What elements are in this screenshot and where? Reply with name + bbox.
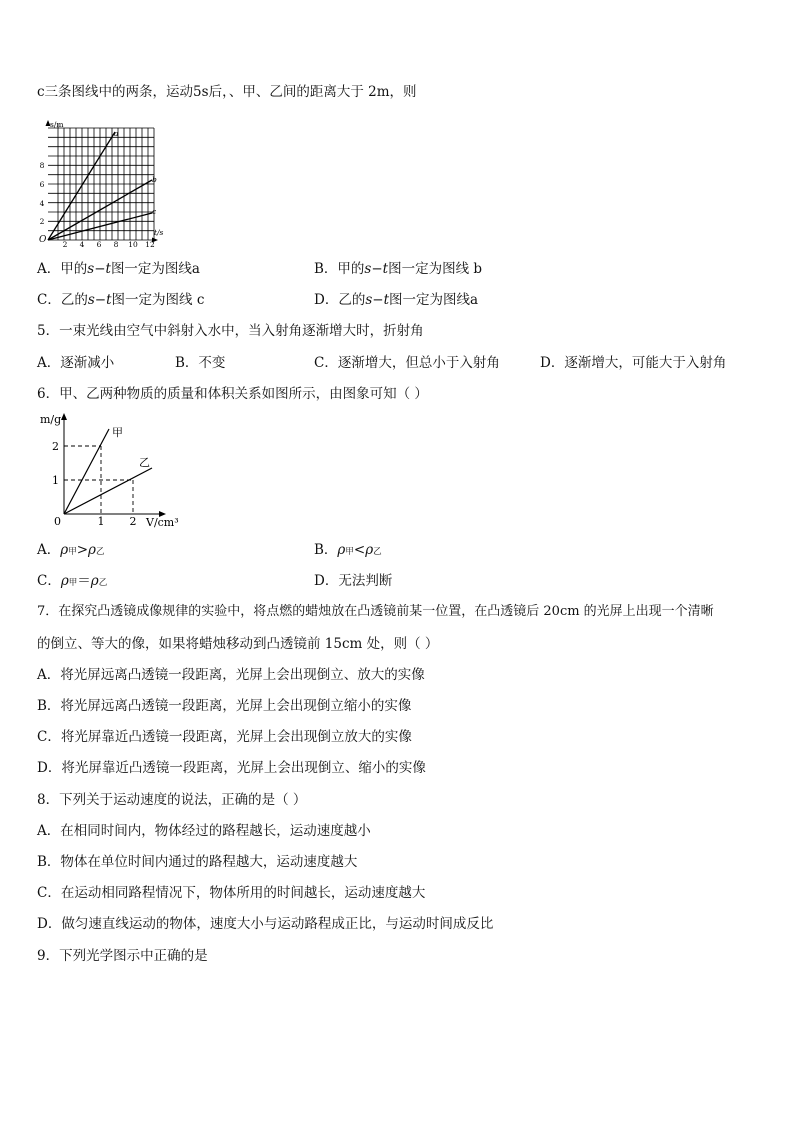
q8-option-b[interactable]: B．物体在单位时间内通过的路程越大，运动速度越大	[37, 854, 358, 870]
mv-graph	[36, 409, 196, 531]
st-axis-arrows	[46, 120, 159, 243]
q7-stem-line-2: 的倒立、等大的像，如果将蜡烛移动到凸透镜前 15cm 处，则（ ）	[37, 636, 439, 652]
q5-stem: 5．一束光线由空气中斜射入水中，当入射角逐渐增大时，折射角	[37, 323, 424, 339]
q7-option-c[interactable]: C．将光屏靠近凸透镜一段距离，光屏上会出现倒立放大的实像	[37, 729, 412, 745]
q5-option-d[interactable]: D．逐渐增大，可能大于入射角	[540, 355, 727, 371]
st-x-tick: 2	[62, 240, 68, 248]
q6-option-d[interactable]: D．无法判断	[314, 573, 393, 589]
q6-stem: 6．甲、乙两种物质的质量和体积关系如图所示，由图象可知（ ）	[37, 386, 428, 402]
mv-line-jia	[64, 429, 109, 514]
q7-stem-line-1: 7．在探究凸透镜成像规律的实验中，将点燃的蜡烛放在凸透镜前某一位置，在凸透镜后 20cm 的光屏上出现一个清晰	[37, 604, 714, 619]
mv-line-yi	[64, 468, 152, 514]
q7-option-a[interactable]: A．将光屏远离凸透镜一段距离，光屏上会出现倒立、放大的实像	[37, 667, 425, 683]
mv-y-axis-label: m/g	[40, 413, 62, 426]
mv-x-tick: 2	[129, 515, 137, 528]
q4-option-b[interactable]: B．甲的s−t图一定为图线 b	[314, 261, 483, 277]
q7-option-b[interactable]: B．将光屏远离凸透镜一段距离，光屏上会出现倒立缩小的实像	[37, 698, 412, 714]
q4-intro: c三条图线中的两条，运动5s后，、甲、乙间的距离大于 2m，则	[37, 84, 417, 100]
q7-option-d[interactable]: D．将光屏靠近凸透镜一段距离，光屏上会出现倒立、缩小的实像	[37, 760, 426, 776]
mv-origin: 0	[54, 515, 61, 528]
st-x-tick: 10	[128, 240, 138, 248]
st-y-tick: 4	[39, 199, 45, 208]
st-x-tick: 4	[79, 240, 85, 248]
st-y-axis-label: s/m	[50, 120, 64, 129]
q8-stem: 8．下列关于运动速度的说法，正确的是（ ）	[37, 792, 307, 808]
mv-y-tick: 2	[52, 440, 59, 453]
q4-option-c[interactable]: C．乙的s−t图一定为图线 c	[37, 292, 205, 308]
q8-option-d[interactable]: D．做匀速直线运动的物体，速度大小与运动路程成正比，与运动时间成反比	[37, 916, 494, 932]
q6-option-c[interactable]: C．ρ甲＝ρ乙	[37, 573, 108, 589]
mv-label-yi: 乙	[139, 456, 150, 469]
st-graph-grid	[48, 124, 154, 240]
st-y-tick: 6	[39, 180, 45, 189]
q6-option-a[interactable]: A．ρ甲>ρ乙	[37, 542, 105, 558]
st-label-a: a	[114, 129, 119, 138]
q5-option-c[interactable]: C．逐渐增大，但总小于入射角	[314, 355, 500, 371]
mv-x-axis-label: V/cm³	[146, 516, 179, 529]
st-label-c: c	[152, 207, 157, 216]
q5-option-b[interactable]: B．不变	[175, 355, 226, 371]
q9-stem: 9．下列光学图示中正确的是	[37, 948, 208, 964]
st-y-tick: 2	[39, 217, 45, 226]
mv-x-tick: 1	[97, 515, 105, 528]
q4-option-a[interactable]: A．甲的s−t图一定为图线a	[37, 261, 200, 277]
mv-label-jia: 甲	[112, 426, 123, 439]
st-label-b: b	[152, 175, 157, 184]
st-y-tick: 8	[39, 161, 45, 170]
q8-option-c[interactable]: C．在运动相同路程情况下，物体所用的时间越长，运动速度越大	[37, 885, 426, 901]
st-graph	[36, 116, 172, 248]
q8-option-a[interactable]: A．在相同时间内，物体经过的路程越长，运动速度越小	[37, 823, 371, 839]
q4-option-d[interactable]: D．乙的s−t图一定为图线a	[314, 292, 479, 308]
st-origin: O	[39, 235, 47, 245]
mv-y-tick: 1	[52, 474, 59, 487]
st-x-tick: 6	[96, 240, 102, 248]
q6-option-b[interactable]: B．ρ甲<ρ乙	[314, 542, 382, 558]
st-x-tick: 8	[113, 240, 119, 248]
st-x-axis-label: t/s	[154, 228, 164, 237]
q5-option-a[interactable]: A．逐渐减小	[37, 355, 115, 371]
st-x-tick: 12	[145, 240, 155, 248]
